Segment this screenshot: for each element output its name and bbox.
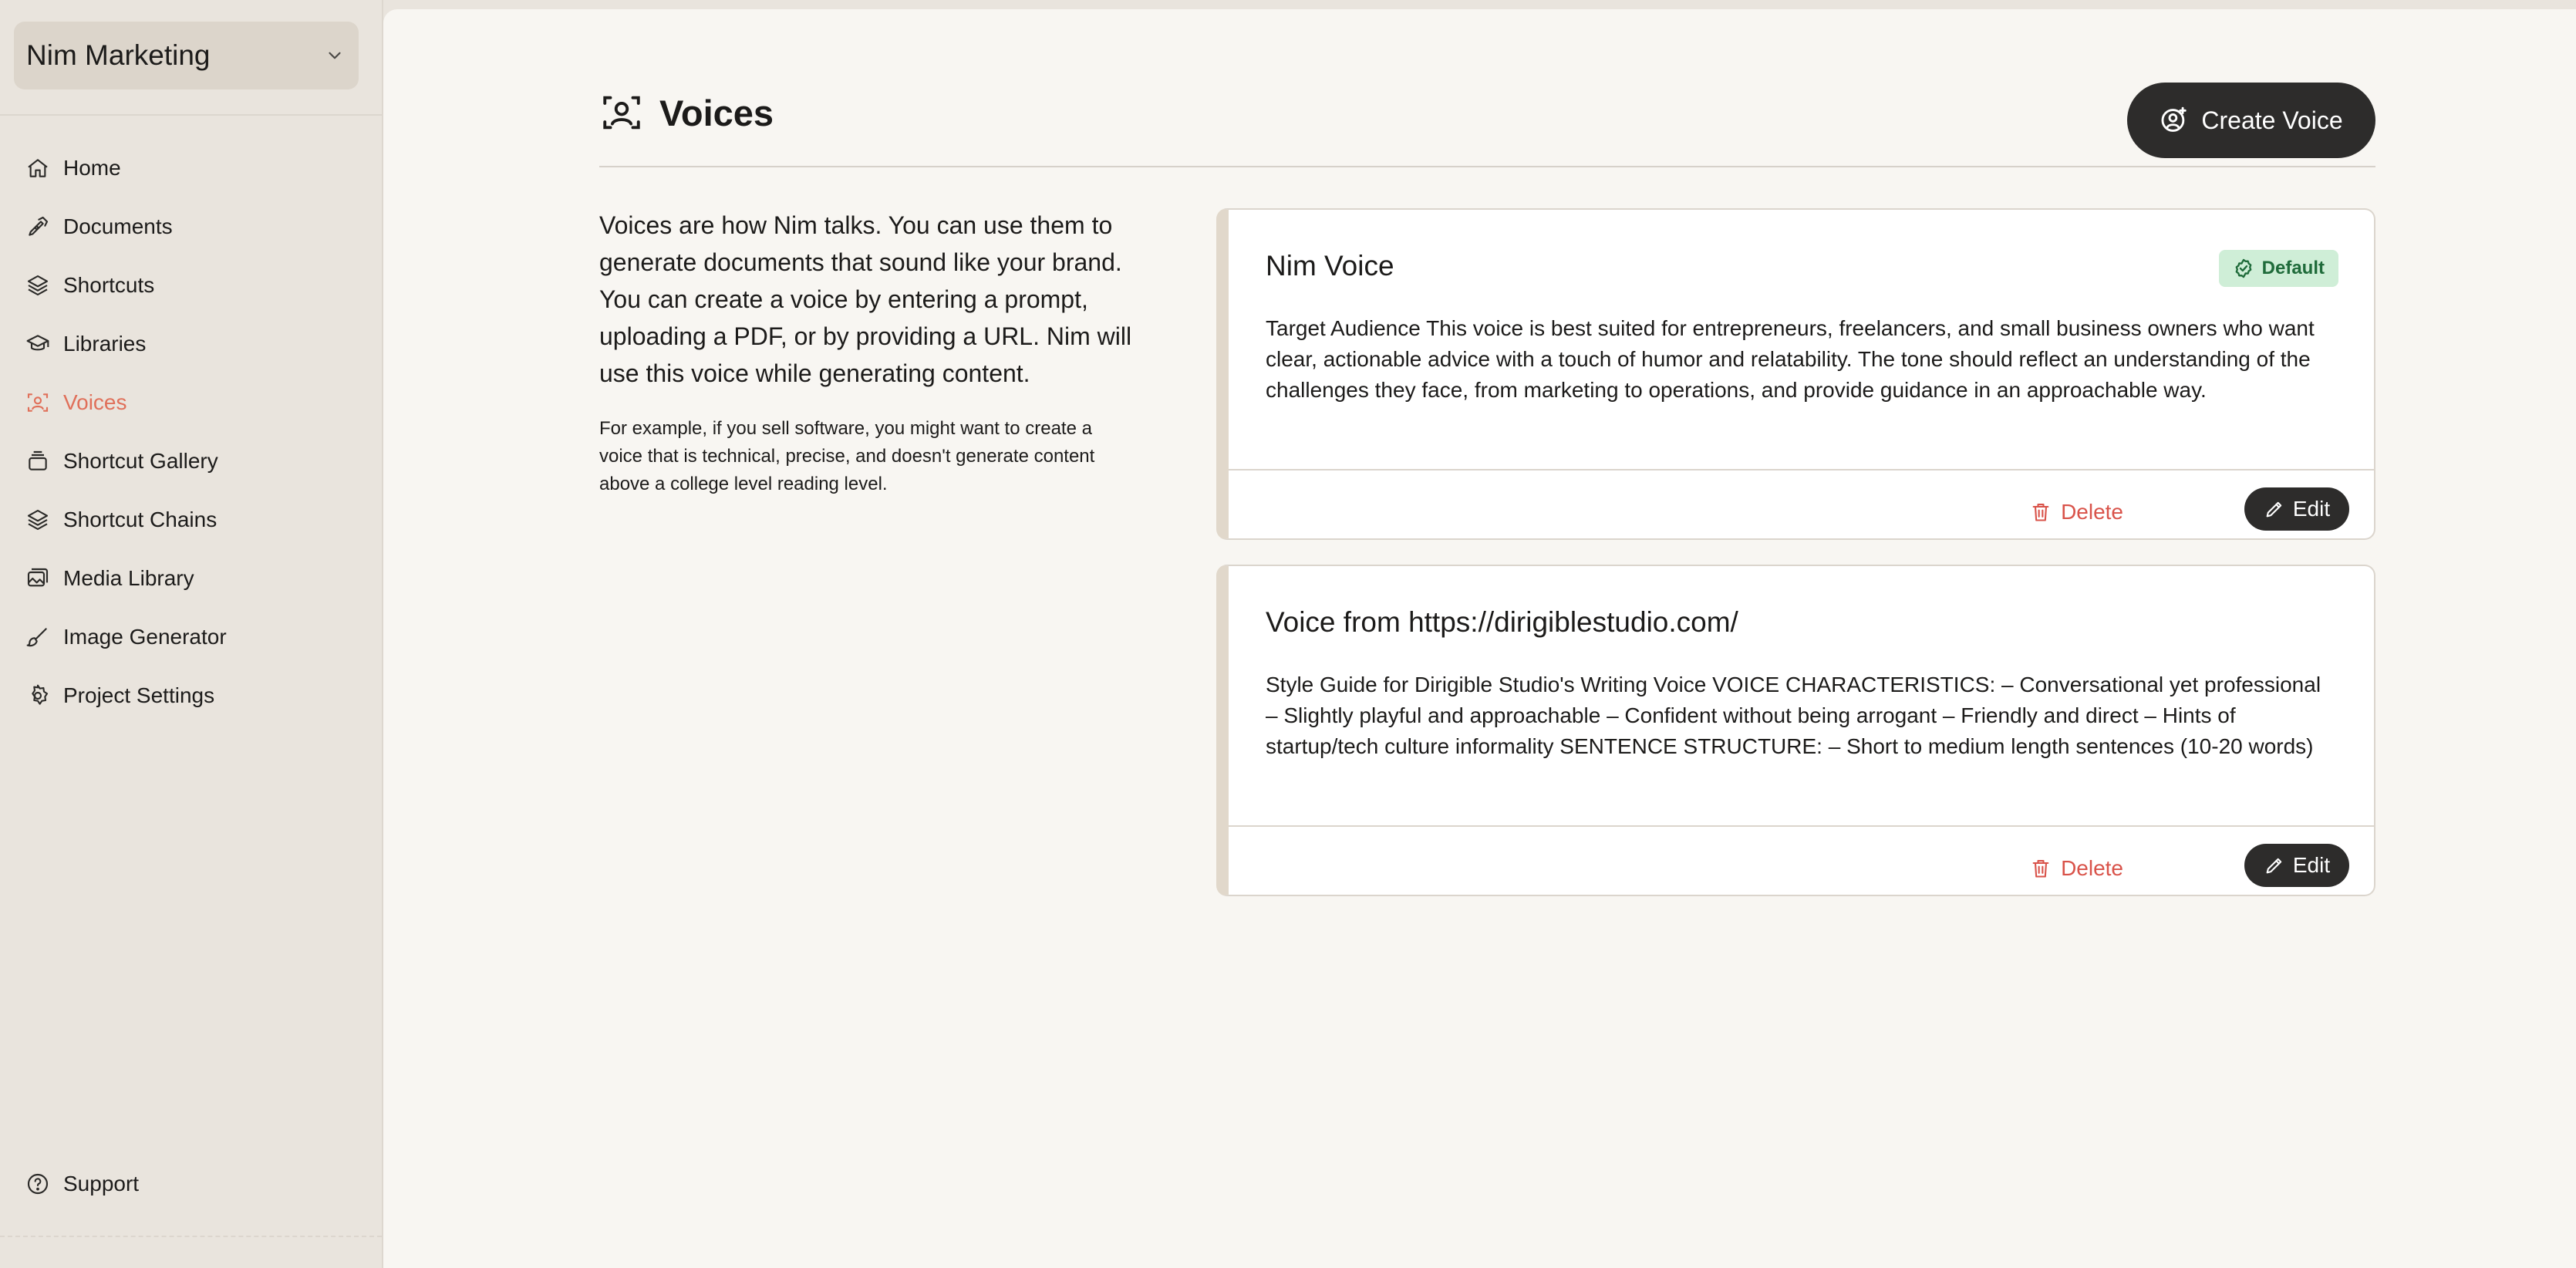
user-scan-icon — [599, 90, 644, 135]
delete-voice-button[interactable] — [2030, 845, 2123, 892]
trash-icon — [2030, 858, 2052, 879]
sidebar-item-label: Shortcuts — [63, 273, 155, 297]
sidebar-item-shortcut-gallery[interactable] — [0, 432, 382, 491]
intro-text: Voices are how Nim talks. You can use them to generate documents that sound like your brand. You can create a voice by entering a prompt, uploading a PDF, or by providing a URL. Nim will use this voice while generating content. — [599, 211, 1132, 387]
sidebar-nav — [0, 139, 382, 725]
sidebar-item-label: Shortcut Gallery — [63, 449, 218, 473]
edit-voice-button[interactable] — [2244, 844, 2349, 887]
support-link[interactable] — [0, 1155, 382, 1213]
voice-description: Target Audience This voice is best suited for entrepreneurs, freelancers, and small business owners who want clear, actionable advice with a touch of humor and relatability. The tone should reflect an understanding of the challenges they face, from marketing to operations, and provide guidance in an approachable way. — [1266, 316, 2315, 402]
sidebar-item-label: Shortcut Chains — [63, 508, 217, 531]
sidebar-item-label: Project Settings — [63, 683, 215, 707]
voice-name: Voice from https://dirigiblestudio.com/ — [1266, 606, 1738, 638]
default-badge — [2219, 250, 2338, 287]
sidebar-item-voices[interactable] — [0, 373, 382, 432]
layers-icon — [25, 272, 51, 298]
support-label: Support — [63, 1172, 140, 1195]
delete-label: Delete — [2061, 856, 2123, 880]
page-header — [599, 83, 2375, 167]
sidebar-item-shortcut-chains[interactable] — [0, 491, 382, 549]
voice-card — [1216, 565, 2375, 896]
intro-section — [599, 207, 1139, 498]
home-icon — [25, 155, 51, 181]
sidebar-item-label: Libraries — [63, 332, 147, 356]
stack-icon — [25, 448, 51, 474]
trash-icon — [2030, 501, 2052, 523]
sidebar-item-label: Media Library — [63, 566, 194, 590]
page-title: Voices — [659, 92, 774, 133]
edit-label: Edit — [2292, 497, 2331, 521]
user-plus-icon — [2160, 106, 2189, 135]
check-circle-icon — [2233, 258, 2254, 279]
title-group — [599, 90, 774, 135]
brush-icon — [25, 624, 51, 650]
sidebar-item-label: Home — [63, 156, 121, 180]
sidebar-support — [0, 1155, 382, 1213]
edit-label: Edit — [2292, 853, 2331, 877]
sidebar-item-documents[interactable] — [0, 197, 382, 256]
card-divider — [1229, 469, 2374, 470]
card-divider — [1229, 825, 2374, 827]
create-voice-label: Create Voice — [2201, 106, 2343, 134]
sidebar-item-home[interactable] — [0, 139, 382, 197]
layers-icon — [25, 507, 51, 533]
pencil-icon — [2264, 498, 2285, 520]
voice-name: Nim Voice — [1266, 250, 1394, 282]
sidebar-item-label: Image Generator — [63, 625, 227, 649]
chevron-down-icon — [325, 46, 345, 66]
user-scan-icon — [25, 390, 51, 416]
workspace-name: Nim Marketing — [26, 39, 211, 71]
sidebar-item-media-library[interactable] — [0, 549, 382, 608]
images-icon — [25, 565, 51, 592]
delete-voice-button[interactable] — [2030, 489, 2123, 535]
sidebar — [0, 0, 383, 1268]
sidebar-item-image-generator[interactable] — [0, 608, 382, 666]
workspace-switcher[interactable] — [14, 22, 359, 89]
sidebar-bottom-divider — [0, 1236, 382, 1237]
sidebar-item-label: Voices — [63, 390, 127, 414]
intro-example-text: For example, if you sell software, you might want to create a voice that is technical, precise, and doesn't generate content above a college level reading level. — [599, 418, 1095, 494]
create-voice-button[interactable] — [2127, 83, 2375, 158]
sidebar-item-libraries[interactable] — [0, 315, 382, 373]
graduation-cap-icon — [25, 331, 51, 357]
edit-voice-button[interactable] — [2244, 487, 2349, 531]
sidebar-item-project-settings[interactable] — [0, 666, 382, 725]
pencil-icon — [2264, 855, 2285, 876]
badge-label: Default — [2261, 258, 2325, 278]
gear-icon — [25, 683, 51, 709]
pen-icon — [25, 214, 51, 240]
sidebar-item-shortcuts[interactable] — [0, 256, 382, 315]
delete-label: Delete — [2061, 500, 2123, 524]
main-content — [383, 9, 2576, 1268]
voice-card — [1216, 208, 2375, 540]
help-circle-icon — [25, 1171, 51, 1197]
sidebar-item-label: Documents — [63, 214, 173, 238]
voice-description: Style Guide for Dirigible Studio's Writing Voice VOICE CHARACTERISTICS: – Conversational yet professional – Slightly playful and approachable – Confident without being arrogant – Friendly and direct – Hints of startup/tech culture informality SENTENCE STRUCTURE: – Short to medium length sentences (10-20 words) — [1266, 673, 2321, 758]
sidebar-divider — [0, 114, 382, 116]
